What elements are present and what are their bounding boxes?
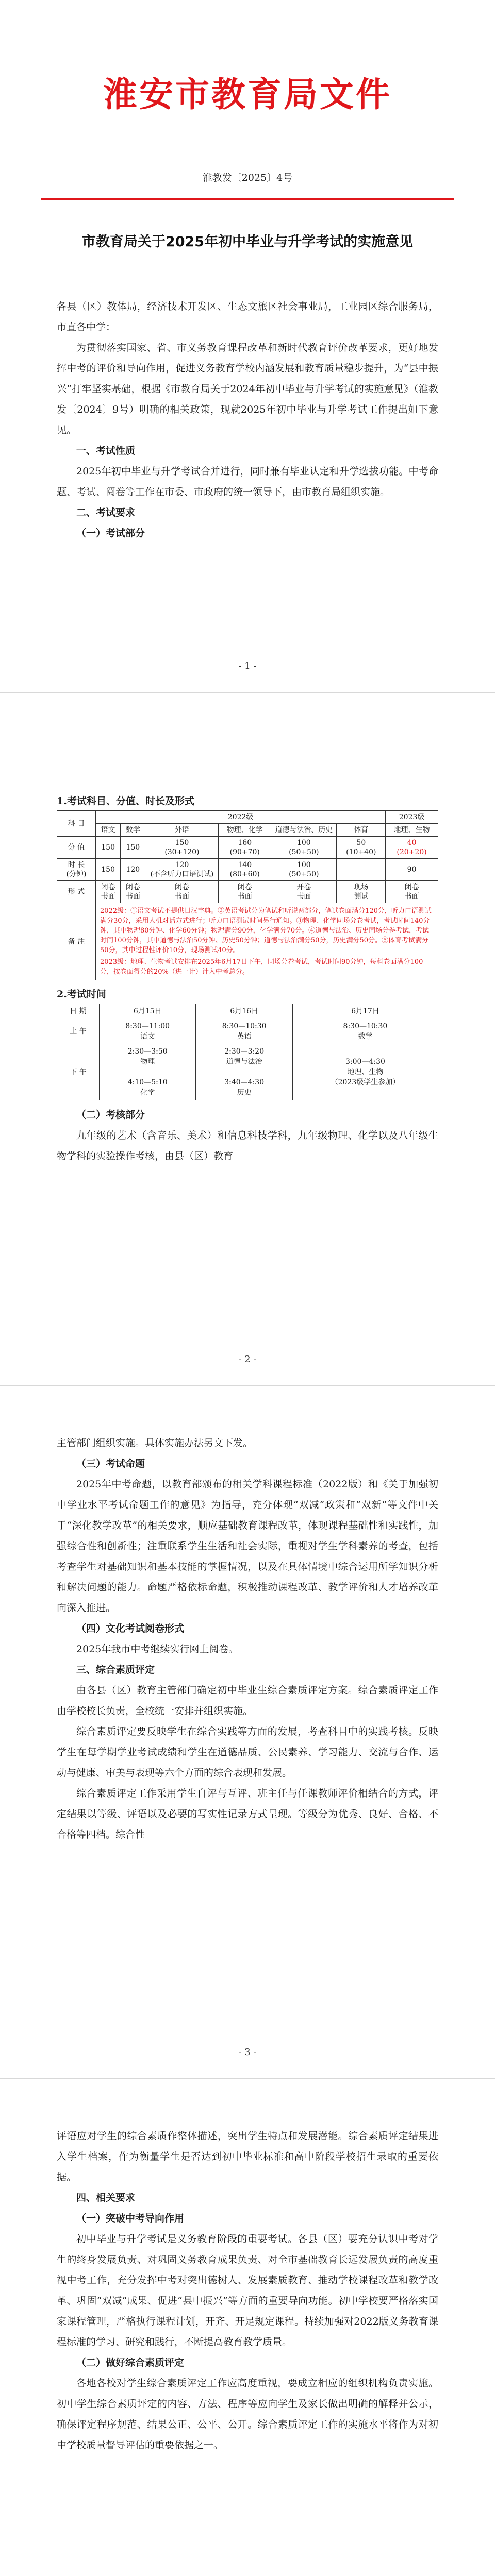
- intro-paragraph: 为贯彻落实国家、省、市义务教育课程改革和新时代教育评价改革要求，更好地发挥中考的评价和导向作用，促进义务教育学校内涵发展和教育质量稳步提升，为“县中振兴”打牢坚实基础，根据《市教育局关于2024年初中毕业与升学考试的实施意见》（淮教发〔2024〕9号）明确的相关政策，现就2025年初中毕业与升学考试工作提出如下意见。: [57, 342, 438, 436]
- section-2-sub-4-text: 2025年我市中考继续实行网上阅卷。: [76, 1643, 239, 1655]
- table-row: [57, 824, 438, 837]
- table-cell: 闭卷 书面: [121, 881, 145, 903]
- document-header-title: 淮安市教育局文件: [103, 75, 392, 114]
- section-1-heading: 一、考试性质: [76, 445, 136, 456]
- table-cell: 闭卷 书面: [386, 881, 438, 903]
- table-cell: 语文: [96, 824, 121, 837]
- section-2-sub-4: （四）文化考试阅卷形式: [76, 1623, 185, 1634]
- note-2022: 2022级：①语文考试不提供日汉字典。②英语考试分为笔试和听说两部分，笔试卷面满分120分，听力口语测试满分30分，采用人机对话方式进行；听力口语测试时间另行通知。③物理、化学同场分卷考试，考试时间140分钟，其中物理80分钟、化学60分钟；物理满分90分，化学满分70分。④道德与法治、历史同场分卷考试，考试时间100分钟，其中道德与法治50分钟、历史50分钟；道德与法治满分50分，历史满分50分。⑤体育考试满分50分，其中过程性评价10分，现场测试40分。: [100, 907, 432, 954]
- table-cell: 2022级: [96, 811, 386, 824]
- table-cell: 8:30—11:00 语文: [99, 1019, 195, 1044]
- table-cell: 50 (10+40): [337, 837, 386, 859]
- table-cell: 分 值: [57, 837, 96, 859]
- note-2023: 2023级：地理、生物考试安排在2025年6月17日下午，同场分卷考试，考试时间90分钟，每科卷面满分100分，按卷面得分的20%（进一计）计入中考总分。: [100, 958, 423, 976]
- table-cell: 90: [386, 859, 438, 881]
- page-number-2: - 2 -: [238, 1354, 257, 1365]
- table-cell: 2:30—3:50 物理 4:10—5:10 化学: [99, 1044, 195, 1100]
- page-3-body: [57, 1433, 438, 1845]
- table-row: [57, 881, 438, 903]
- table-cell: 150: [96, 859, 121, 881]
- table-cell: 形 式: [57, 881, 96, 903]
- page-3: [0, 1386, 495, 2077]
- page-number-3: - 3 -: [238, 2047, 257, 2058]
- table-cell: 备 注: [57, 903, 96, 980]
- table-cell: 100 (50+50): [271, 859, 337, 881]
- table-cell: 120 (不含听力口语测试): [145, 859, 219, 881]
- table-cell: 160 (90+70): [219, 837, 271, 859]
- section-2-sub-1: （一）考试部分: [76, 528, 145, 539]
- red-divider: [41, 198, 454, 200]
- table-cell: 150: [96, 837, 121, 859]
- section-2-sub-3-text: 2025年中考命题，以教育部颁布的相关学科课程标准（2022版）和《关于加强初中学业水平考试命题工作的意见》为指导，充分体现“双减”政策和“双新”等文件中关于“深化教学改革”的相关要求，顺应基础教育课程改革，体现课程基础性和实践性，加强综合性和创新性；注重联系学生生活和社会实际，重视对学生学科素养的考查，包括考查学生对基础知识和基本技能的掌握情况，以及在具体情境中综合运用所学知识分析和解决问题的能力。命题严格依标命题，积极推动课程改革、教学评价和人才培养改革向深入推进。: [57, 1479, 438, 1614]
- table-cell: 6月15日: [99, 1004, 195, 1019]
- table-cell: 数学: [121, 824, 145, 837]
- document-title: 市教育局关于2025年初中毕业与升学考试的实施意见: [81, 234, 414, 250]
- table-cell: 上 午: [57, 1019, 100, 1044]
- section-1-text: 2025年初中毕业与升学考试合并进行，同时兼有毕业认定和升学选拔功能。中考命题、考试、阅卷等工作在市委、市政府的统一领导下，由市教育局组织实施。: [57, 466, 438, 498]
- section-3-heading: 三、综合素质评定: [76, 1664, 155, 1675]
- table-cell: 科 目: [57, 811, 96, 837]
- table-cell: 时 长 (分钟): [57, 859, 96, 881]
- table-cell: 闭卷 书面: [219, 881, 271, 903]
- table-row: [57, 1044, 438, 1100]
- exam-subjects-table: [57, 810, 438, 980]
- exam-time-table: [57, 1004, 438, 1100]
- page-1-body: [57, 296, 438, 544]
- table-cell: 150: [121, 837, 145, 859]
- page-gap-3: [0, 2078, 495, 2079]
- table-cell: 外语: [145, 824, 219, 837]
- section-4-sub-2-text: 各地各校对学生综合素质评定工作应高度重视，要成立相应的组织机构负责实施。初中学生综合素质评定的内容、方法、程序等应向学生及家长做出明确的解释并公示，确保评定程序规范、结果公正、公平、公开。综合素质评定工作的实施水平将作为对初中学校质量督导评估的重要依据之一。: [57, 2378, 438, 2451]
- table-cell: 140 (80+60): [219, 859, 271, 881]
- table-cell: 40 (20+20): [386, 837, 438, 859]
- page-4-continuation: 评语应对学生的综合素质作整体描述，突出学生特点和发展潜能。综合素质评定结果进入学生档案，作为衡量学生是否达到初中毕业标准和高中阶段学校招生录取的重要依据。: [57, 2130, 438, 2183]
- salutation: 各县（区）教体局，经济技术开发区、生态文旅区社会事业局，工业园区综合服务局，市直各中学：: [57, 301, 438, 333]
- table-cell: 闭卷 书面: [96, 881, 121, 903]
- exam-table-title: 1.考试科目、分值、时长及形式: [57, 795, 194, 807]
- section-3-p1: 由各县（区）教育主管部门确定初中毕业生综合素质评定方案。综合素质评定工作由学校校长负责，全校统一安排并组织实施。: [57, 1685, 438, 1717]
- section-4-sub-2: （二）做好综合素质评定: [76, 2357, 185, 2368]
- table-cell: 2:30—3:20 道德与法治 3:40—4:30 历史: [196, 1044, 292, 1100]
- table-cell: 3:00—4:30 地理、生物 （2023级学生参加）: [292, 1044, 438, 1100]
- section-3-p2: 综合素质评定要反映学生在综合实践等方面的发展，考查科目中的实践考核。反映学生在每学期学业考试成绩和学生在道德品质、公民素养、学习能力、交流与合作、运动与健康、审美与表现等六个方面的综合表现和发展。: [57, 1726, 438, 1778]
- table-cell: 6月17日: [292, 1004, 438, 1019]
- table-cell: [337, 859, 386, 881]
- table-row: [57, 811, 438, 824]
- table-cell: 100 (50+50): [271, 837, 337, 859]
- page-gap-2: [0, 1385, 495, 1386]
- page-4-body: [57, 2126, 438, 2455]
- page-4: [0, 2079, 495, 2576]
- table-cell: 8:30—10:30 数学: [292, 1019, 438, 1044]
- section-2-heading: 二、考试要求: [76, 507, 136, 518]
- table-row: [57, 859, 438, 881]
- table-note-cell: [96, 903, 438, 980]
- page-2-body: [57, 793, 438, 1166]
- page-3-continuation: 主管部门组织实施。具体实施办法另文下发。: [57, 1437, 253, 1449]
- table-cell: 开卷 书面: [271, 881, 337, 903]
- table-cell: 地理、生物: [386, 824, 438, 837]
- section-3-p3: 综合素质评定工作采用学生自评与互评、班主任与任课教师评价相结合的方式，评定结果以等级、评语以及必要的写实性记录方式呈现。等级分为优秀、良好、合格、不合格等四档。综合性: [57, 1788, 438, 1840]
- table-cell: 6月16日: [196, 1004, 292, 1019]
- page-number-1: - 1 -: [238, 660, 257, 671]
- table-cell: 道德与法治、历史: [271, 824, 337, 837]
- table-row: [57, 837, 438, 859]
- document-number: 淮教发〔2025〕4号: [202, 172, 293, 183]
- table-cell: 日 期: [57, 1004, 100, 1019]
- section-2-sub-2: （二）考核部分: [76, 1109, 145, 1121]
- table-cell: 现场 测试: [337, 881, 386, 903]
- table-cell: 150 (30+120): [145, 837, 219, 859]
- page-2: [0, 693, 495, 1384]
- table-cell: 闭卷 书面: [145, 881, 219, 903]
- section-2-sub-3: （三）考试命题: [76, 1458, 145, 1469]
- table-cell: 物理、化学: [219, 824, 271, 837]
- table-cell: 体育: [337, 824, 386, 837]
- table-row: [57, 903, 438, 980]
- section-2-sub-2-text: 九年级的艺术（含音乐、美术）和信息科技学科，九年级物理、化学以及八年级生物学科的实验操作考核，由县（区）教育: [57, 1130, 438, 1162]
- page-gap-1: [0, 692, 495, 693]
- exam-time-title: 2.考试时间: [57, 989, 106, 1000]
- table-cell: 2023级: [386, 811, 438, 824]
- table-cell: 120: [121, 859, 145, 881]
- section-4-heading: 四、相关要求: [76, 2192, 136, 2204]
- table-row: [57, 1004, 438, 1019]
- section-4-sub-1-text: 初中毕业与升学考试是义务教育阶段的重要考试。各县（区）要充分认识中考对学生的终身发展负责、对巩固义务教育成果负责、对全市基础教育长远发展负责的高度重视中考工作，充分发挥中考对突出德树人、发展素质教育、推动学校课程改革和教学改革、巩固“双减”成果、促进“县中振兴”等方面的重要导向功能。初中学校要严格落实国家课程管理，严格执行课程计划，开齐、开足规定课程。持续加强对2022版义务教育课程标准的学习、研究和践行，不断提高教育教学质量。: [57, 2233, 438, 2348]
- table-cell: 8:30—10:30 英语: [196, 1019, 292, 1044]
- page-1: [0, 0, 495, 690]
- table-row: [57, 1019, 438, 1044]
- section-4-sub-1: （一）突破中考导向作用: [76, 2213, 185, 2224]
- table-cell: 下 午: [57, 1044, 100, 1100]
